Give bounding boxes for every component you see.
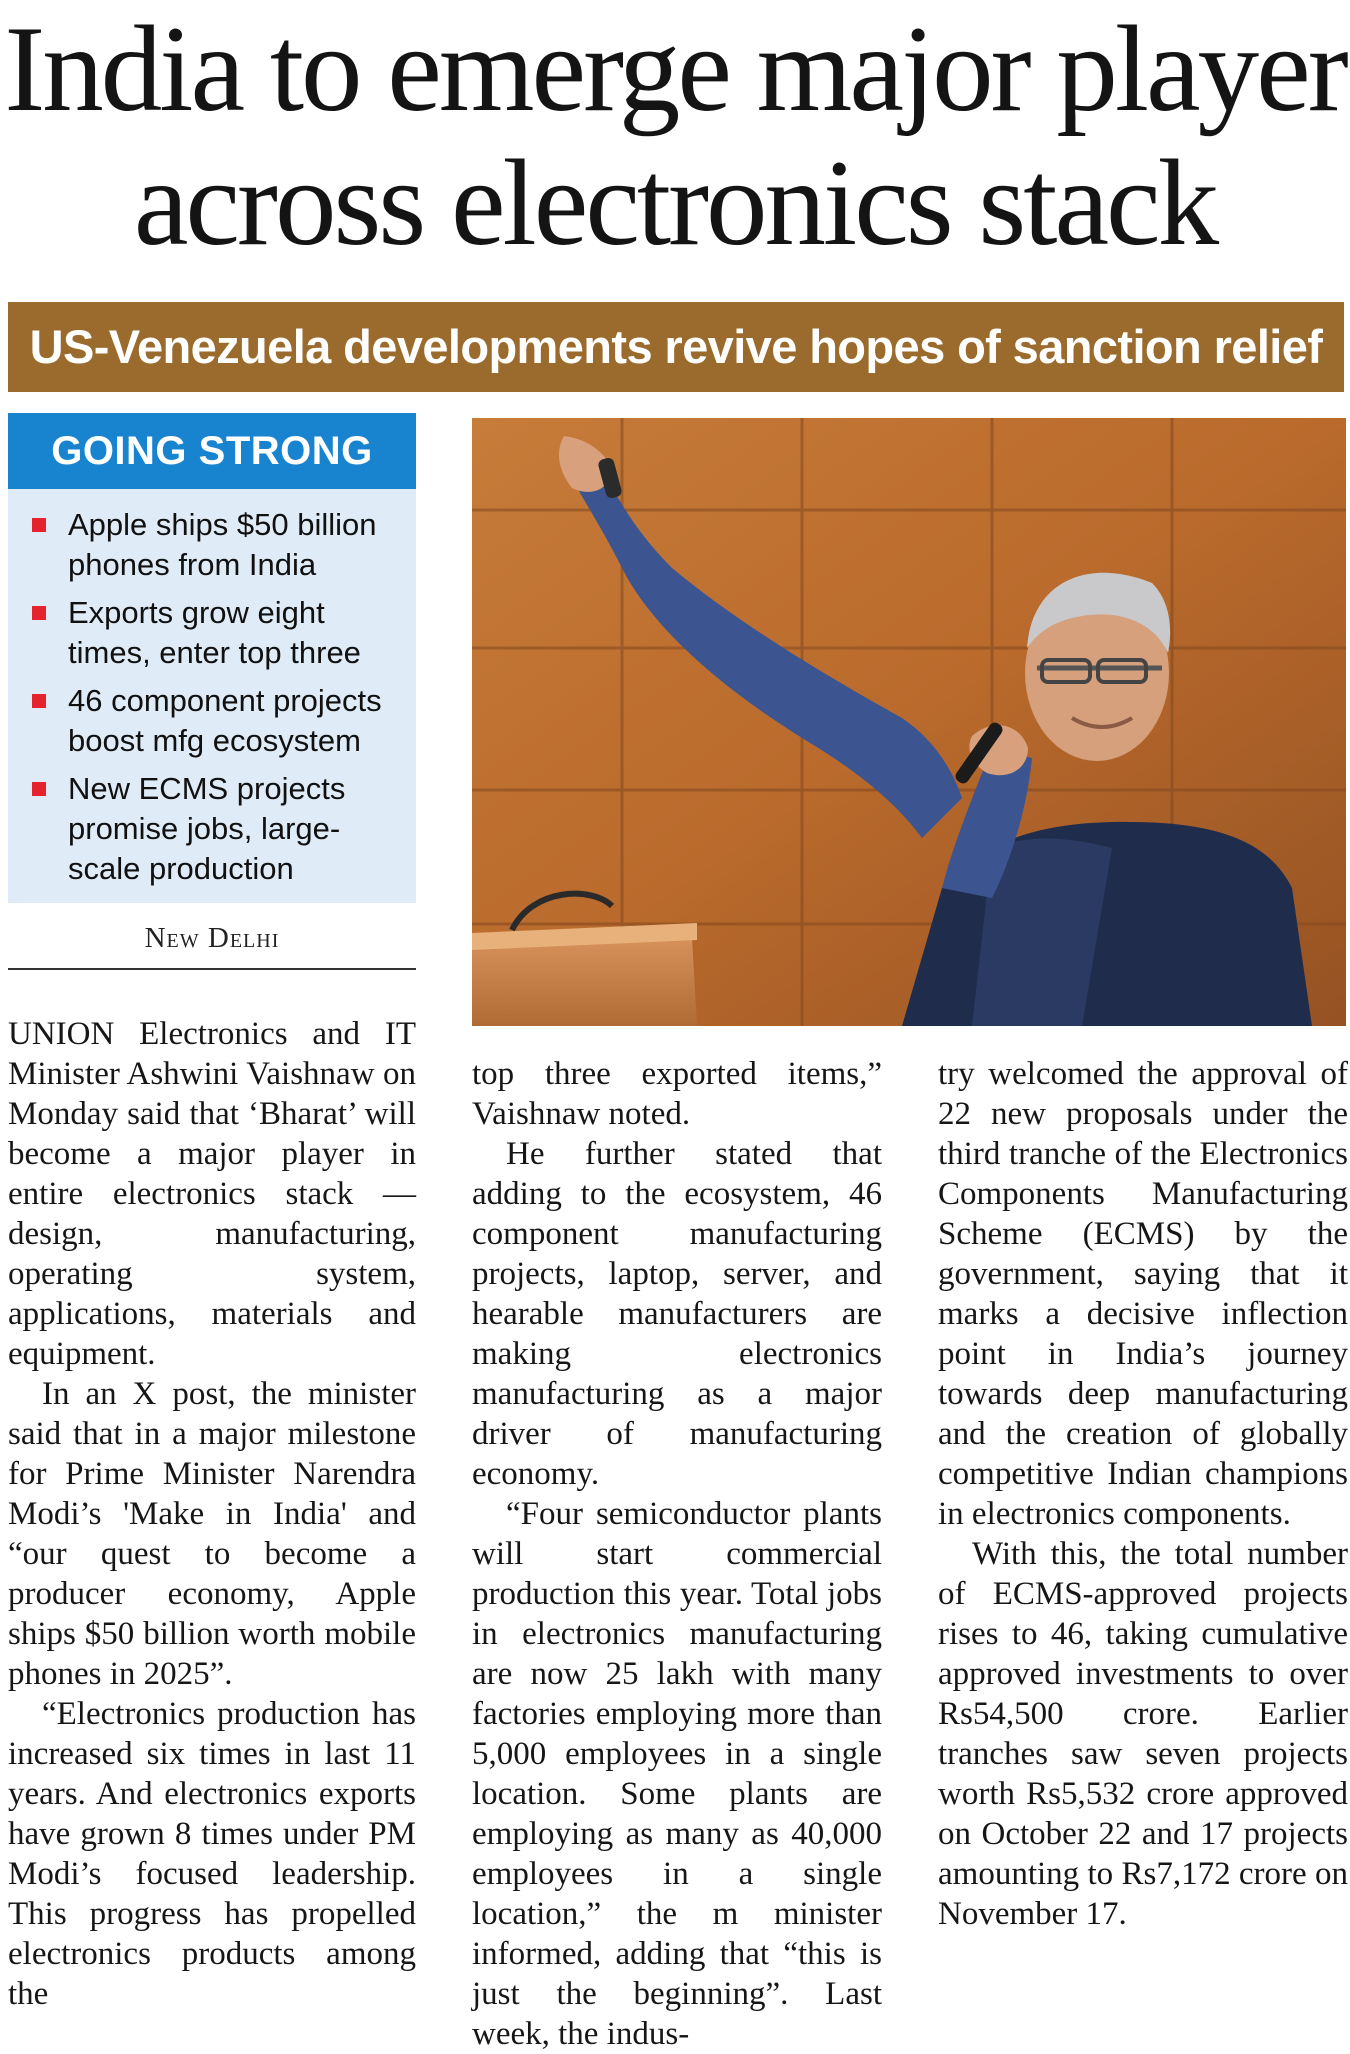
paragraph: In an X post, the minister said that in a major milestone for Prime Minister Narendra Modi’s 'Make in India' and “our quest to become a producer economy, Apple ships $50 billion worth mobile phones in 2025”. <box>8 1376 416 1692</box>
list-item: 46 component projects boost mfg ecosystem <box>8 681 416 761</box>
headline: India to emerge major player across electronics stack <box>4 0 1346 271</box>
highlights-list <box>8 489 416 889</box>
paragraph: try welcomed the approval of 22 new proposals under the third tranche of the Electronics Components Manufacturing Scheme (ECMS) by the government, saying that it marks a decisive inflection point in India’s journey towards deep manufacturing and the creation of globally competitive Indian champions in electronics components. <box>938 1056 1348 1532</box>
article-column-2 <box>472 1054 882 2054</box>
square-bullet-icon <box>32 606 46 620</box>
article-column-3 <box>938 1054 1348 1934</box>
article-column-1 <box>8 1014 416 2014</box>
paragraph: top three exported items,” Vaishnaw noted. <box>472 1056 882 1132</box>
paragraph: “Four semiconductor plants will start commercial production this year. Total jobs in electronics manufacturing are now 25 lakh with many factories employing more than 5,000 employees in a single location. Some plants are employing as many as 40,000 employees in a single location,” the m minister informed, adding that “this is just the beginning”. Last week, the indus- <box>472 1496 882 2052</box>
subheadline-banner: US-Venezuela developments revive hopes of sanction relief <box>8 302 1344 392</box>
paragraph: He further stated that adding to the ecosystem, 46 component manufacturing projects, laptop, server, and hearable manufacturers are making electronics manufacturing as a major driver of manufacturing economy. <box>472 1136 882 1492</box>
paragraph: With this, the total number of ECMS-approved projects rises to 46, taking cumulative approved investments to over Rs54,500 crore. Earlier tranches saw seven projects worth Rs5,532 crore approved on October 22 and 17 projects amounting to Rs7,172 crore on November 17. <box>938 1536 1348 1932</box>
paragraph: “Electronics production has increased six times in last 11 years. And electronics exports have grown 8 times under PM Modi’s focused leadership. This progress has propelled electronics products among the <box>8 1696 416 2012</box>
square-bullet-icon <box>32 782 46 796</box>
list-item: Apple ships $50 billion phones from India <box>8 505 416 585</box>
going-strong-box <box>8 413 416 903</box>
minister-speaking-photo-icon <box>472 418 1346 1026</box>
list-item: New ECMS projects promise jobs, large-scale production <box>8 769 416 889</box>
box-title: GOING STRONG <box>8 413 416 489</box>
list-item: Exports grow eight times, enter top three <box>8 593 416 673</box>
divider <box>8 968 416 970</box>
dateline: New Delhi <box>144 922 280 954</box>
paragraph: UNION Electronics and IT Minister Ashwini Vaishnaw on Monday said that ‘Bharat’ will become a major player in entire electronics stack — design, manufacturing, operating system, applications, materials and equipment. <box>8 1016 416 1372</box>
square-bullet-icon <box>32 694 46 708</box>
square-bullet-icon <box>32 518 46 532</box>
